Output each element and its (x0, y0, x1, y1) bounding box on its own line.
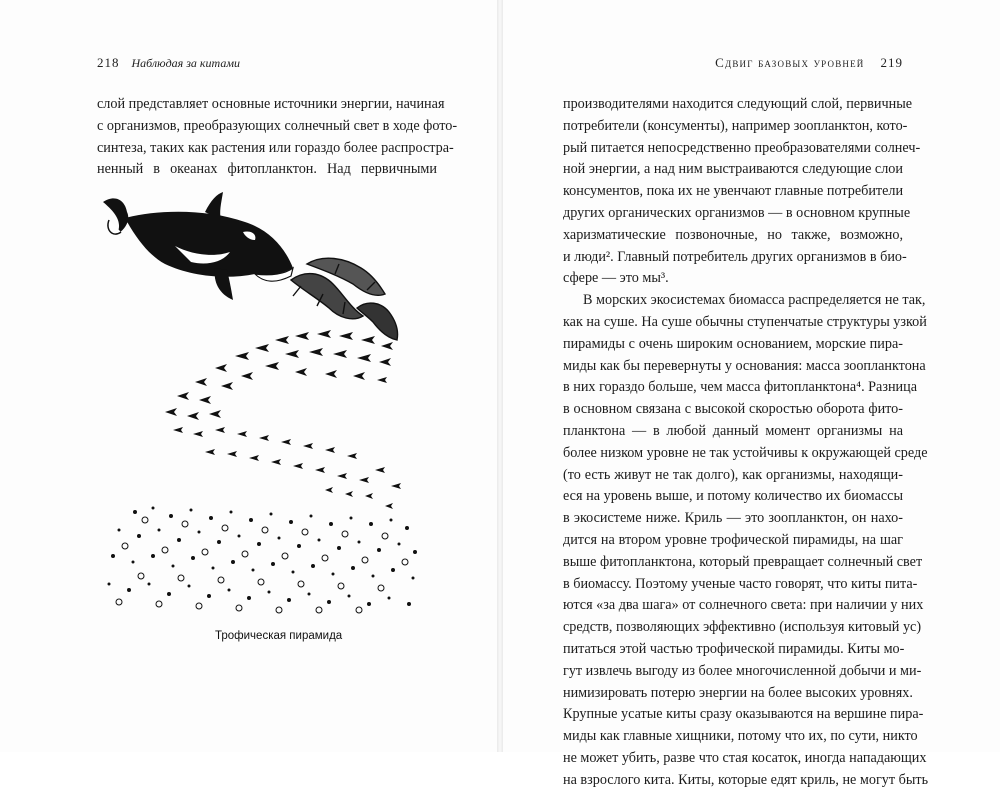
trophic-pyramid-illustration (95, 190, 435, 620)
text-line: более низком уровне не так устойчивы к окружающей среде (563, 444, 928, 461)
text-line: консументов, пока их не увенчают главные потребители (563, 183, 904, 200)
text-line: выше фитопланктона, который превращает солнечный свет (563, 553, 923, 570)
text-line: питаться этой частью трофической пирамиды. Киты мо- (563, 640, 905, 657)
orca-illustration (103, 192, 293, 300)
text-line: миды как главные хищники, потому что их, по сути, никто (563, 728, 918, 745)
left-body-text (97, 94, 458, 181)
right-running-title: Сдвиг базовых уровней (715, 55, 865, 70)
text-line: в них гораздо больше, чем масса фитопланктона⁴. Разница (563, 379, 918, 396)
text-line: (то есть живут не так долго), как организмы, находящи- (563, 466, 903, 483)
text-line: Крупные усатые киты сразу оказываются на вершине пира- (563, 706, 924, 723)
text-line: нимизировать потерю энергии на более высоких уровнях. (563, 684, 913, 701)
left-running-head (97, 55, 240, 71)
text-line: сфере — это мы³. (563, 270, 669, 287)
text-line: как на суше. На суше обычны ступенчатые структуры узкой (563, 313, 927, 330)
text-line: в основном связана с высокой скоростью оборота фито- (563, 401, 903, 418)
fish-school-illustration (165, 330, 401, 509)
right-page-number: 219 (880, 55, 903, 70)
seal-illustrations (291, 258, 398, 340)
text-line: слой представляет основные источники энергии, начиная (97, 96, 445, 112)
text-line: в биомассу. Поэтому ученые часто говорят, что киты пита- (563, 575, 918, 592)
text-line: дится на втором уровне трофической пирамиды, на шаг (563, 531, 903, 548)
text-line: гут извлечь выгоду из более многочисленной добычи и ми- (563, 662, 922, 679)
text-line: еся на уровень выше, и потому количество их биомассы (563, 488, 903, 505)
text-line: ной энергии, а над ним выстраиваются следующие слои (563, 161, 903, 178)
text-line: В морских экосистемах биомасса распределяется не так, (583, 292, 926, 309)
right-running-head (715, 55, 903, 71)
text-line: других органических организмов — в основном крупные (563, 204, 911, 221)
text-line: харизматические позвоночные, но также, возможно, (563, 226, 903, 243)
text-line: на взрослого кита. Киты, которые едят криль, не могут быть (563, 771, 929, 788)
text-line: планктона — в любой данный момент организмы на (563, 422, 903, 439)
text-line: средств, позволяющих эффективно (используя китовый ус) (563, 619, 922, 636)
text-line: потребители (консументы), например зоопланктон, кото- (563, 117, 908, 134)
text-line: миды как бы перевернуты у основания: масса зоопланктона (563, 357, 926, 374)
plankton-illustration (108, 507, 418, 607)
text-line: ются «за два шага» от солнечного света: при наличии у них (563, 597, 924, 614)
text-line: производителями находится следующий слой, первичные (563, 96, 913, 112)
text-line: рый питается непосредственно преобразователями солнеч- (563, 139, 921, 156)
left-page-number: 218 (97, 55, 120, 70)
left-running-title: Наблюдая за китами (131, 56, 241, 70)
text-line: в экосистеме ниже. Криль — это зоопланктон, он нахо- (563, 510, 903, 527)
left-page (0, 0, 497, 752)
figure-caption: Трофическая пирамида (215, 630, 343, 642)
text-line: ненный в океанах фитопланктон. Над первичными (97, 161, 437, 178)
text-line: пирамиды с очень широким основанием, морские пира- (563, 335, 903, 352)
text-line: и люди². Главный потребитель других организмов в био- (563, 248, 907, 265)
text-line: с организмов, преобразующих солнечный свет в ходе фото- (97, 117, 458, 134)
text-line: не может убить, разве что стая косаток, иногда нападающих (563, 749, 927, 766)
text-line: синтеза, таких как растения или гораздо более распростра- (97, 139, 454, 156)
plankton-outlines (116, 517, 408, 613)
right-body-text (563, 94, 929, 792)
